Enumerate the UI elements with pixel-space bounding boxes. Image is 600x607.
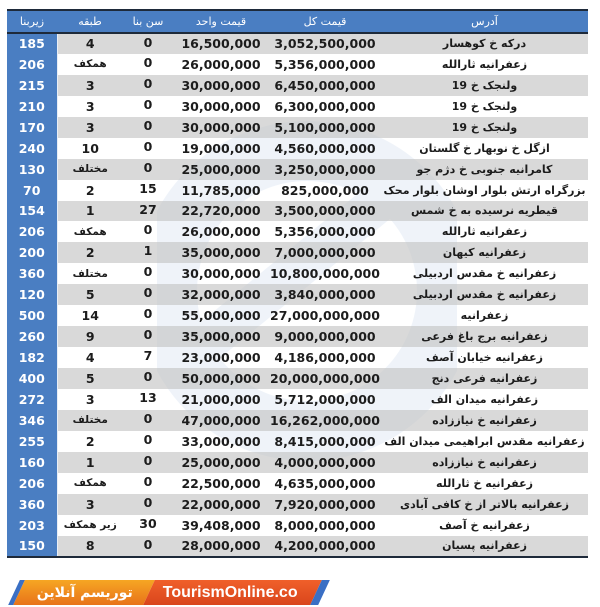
cell-total-price: 3,250,000,000: [269, 159, 381, 180]
cell-age: 13: [123, 389, 173, 410]
cell-area: 500: [7, 305, 57, 326]
cell-floor: 10: [57, 138, 123, 159]
cell-unit-price: 39,408,000: [173, 515, 269, 536]
cell-unit-price: 30,000,000: [173, 263, 269, 284]
cell-age: 0: [123, 284, 173, 305]
cell-area: 206: [7, 54, 57, 75]
table-row: [7, 284, 588, 305]
cell-total-price: 27,000,000,000: [269, 305, 381, 326]
cell-floor: همکف: [57, 54, 123, 75]
cell-age: 0: [123, 159, 173, 180]
cell-address: زعفرانیه خ مقدس اردبیلی: [381, 284, 588, 305]
cell-area: 210: [7, 96, 57, 117]
cell-floor: 3: [57, 117, 123, 138]
cell-unit-price: 22,000,000: [173, 494, 269, 515]
cell-address: ازگل خ نوبهار خ گلستان: [381, 138, 588, 159]
cell-area: 150: [7, 536, 57, 557]
cell-floor: مختلف: [57, 410, 123, 431]
cell-area: 120: [7, 284, 57, 305]
header-floor: طبقه: [78, 15, 102, 28]
cell-area: 203: [7, 515, 57, 536]
table-row: [7, 201, 588, 222]
table-row: [7, 410, 588, 431]
cell-area: 255: [7, 431, 57, 452]
cell-address: ولنجک خ 19: [381, 96, 588, 117]
cell-floor: 5: [57, 368, 123, 389]
cell-address: زعفرانیه خیابان آصف: [381, 347, 588, 368]
cell-age: 7: [123, 347, 173, 368]
table-row: [7, 536, 588, 557]
cell-age: 0: [123, 263, 173, 284]
cell-unit-price: 30,000,000: [173, 117, 269, 138]
cell-floor: 8: [57, 536, 123, 557]
logo-english-text: TourismOnline.co: [163, 583, 298, 601]
cell-area: 206: [7, 221, 57, 242]
cell-total-price: 10,800,000,000: [269, 263, 381, 284]
cell-total-price: 4,635,000,000: [269, 473, 381, 494]
cell-address: قیطریه نرسیده به خ شمس: [381, 201, 588, 222]
cell-unit-price: 30,000,000: [173, 96, 269, 117]
cell-address: ولنجک خ 19: [381, 75, 588, 96]
cell-total-price: 3,840,000,000: [269, 284, 381, 305]
table-row: [7, 494, 588, 515]
cell-total-price: 4,000,000,000: [269, 452, 381, 473]
cell-floor: 9: [57, 326, 123, 347]
cell-floor: 4: [57, 347, 123, 368]
cell-address: درکه خ کوهسار: [381, 33, 588, 54]
cell-unit-price: 33,000,000: [173, 431, 269, 452]
cell-age: 0: [123, 305, 173, 326]
cell-area: 160: [7, 452, 57, 473]
cell-age: 0: [123, 117, 173, 138]
cell-total-price: 5,356,000,000: [269, 221, 381, 242]
cell-unit-price: 26,000,000: [173, 54, 269, 75]
cell-unit-price: 11,785,000: [173, 180, 269, 201]
price-table-container: [7, 9, 588, 558]
cell-total-price: 16,262,000,000: [269, 410, 381, 431]
cell-floor: مختلف: [57, 159, 123, 180]
cell-area: 170: [7, 117, 57, 138]
cell-age: 27: [123, 201, 173, 222]
cell-address: زعفرانیه ثارالله: [381, 221, 588, 242]
table-row: [7, 473, 588, 494]
table-row: [7, 242, 588, 263]
cell-area: 240: [7, 138, 57, 159]
cell-address: زعفرانیه برج باغ فرعی: [381, 326, 588, 347]
cell-area: 200: [7, 242, 57, 263]
cell-area: 360: [7, 263, 57, 284]
cell-unit-price: 50,000,000: [173, 368, 269, 389]
table-row: [7, 389, 588, 410]
cell-unit-price: 32,000,000: [173, 284, 269, 305]
cell-unit-price: 22,500,000: [173, 473, 269, 494]
cell-area: 272: [7, 389, 57, 410]
cell-total-price: 5,100,000,000: [269, 117, 381, 138]
cell-floor: همکف: [57, 221, 123, 242]
cell-address: بزرگراه ارتش بلوار اوشان بلوار محک: [381, 180, 588, 201]
cell-total-price: 9,000,000,000: [269, 326, 381, 347]
table-row: [7, 54, 588, 75]
cell-address: زعفرانیه خ نیاززاده: [381, 410, 588, 431]
cell-address: زعفرانیه خ آصف: [381, 515, 588, 536]
cell-age: 0: [123, 410, 173, 431]
cell-unit-price: 16,500,000: [173, 33, 269, 54]
cell-address: زعفرانیه خ ثارالله: [381, 473, 588, 494]
cell-total-price: 8,415,000,000: [269, 431, 381, 452]
table-row: [7, 347, 588, 368]
cell-total-price: 7,920,000,000: [269, 494, 381, 515]
cell-address: زعفرانیه خ نیاززاده: [381, 452, 588, 473]
cell-total-price: 8,000,000,000: [269, 515, 381, 536]
table-row: [7, 515, 588, 536]
cell-address: زعفرانیه خ مقدس اردبیلی: [381, 263, 588, 284]
table-row: [7, 221, 588, 242]
cell-total-price: 20,000,000,000: [269, 368, 381, 389]
logo-english-part: [143, 580, 329, 605]
cell-age: 15: [123, 180, 173, 201]
cell-floor: 14: [57, 305, 123, 326]
cell-age: 0: [123, 96, 173, 117]
cell-address: زعفرانیه بالاتر از خ کافی آبادی: [381, 494, 588, 515]
cell-unit-price: 25,000,000: [173, 159, 269, 180]
cell-total-price: 3,500,000,000: [269, 201, 381, 222]
cell-floor: 1: [57, 452, 123, 473]
cell-floor: 3: [57, 389, 123, 410]
cell-floor: 2: [57, 431, 123, 452]
table-row: [7, 305, 588, 326]
cell-floor: همکف: [57, 473, 123, 494]
cell-unit-price: 19,000,000: [173, 138, 269, 159]
cell-total-price: 3,052,500,000: [269, 33, 381, 54]
cell-address: ولنجک خ 19: [381, 117, 588, 138]
cell-total-price: 5,712,000,000: [269, 389, 381, 410]
cell-unit-price: 28,000,000: [173, 536, 269, 557]
cell-age: 0: [123, 452, 173, 473]
table-row: [7, 33, 588, 54]
cell-address: زعفرانیه فرعی دنج: [381, 368, 588, 389]
cell-area: 185: [7, 33, 57, 54]
cell-floor: 3: [57, 494, 123, 515]
cell-age: 0: [123, 138, 173, 159]
table-row: [7, 180, 588, 201]
cell-floor: مختلف: [57, 263, 123, 284]
cell-address: زعفرانیه پسیان: [381, 536, 588, 557]
cell-address: زعفرانیه مقدس ابراهیمی میدان الف: [381, 431, 588, 452]
cell-total-price: 7,000,000,000: [269, 242, 381, 263]
cell-address: زعفرانیه کیهان: [381, 242, 588, 263]
logo-persian-part: [8, 580, 155, 605]
table-row: [7, 326, 588, 347]
cell-address: کامرانیه جنوبی خ دژم جو: [381, 159, 588, 180]
header-total-price: قیمت کل: [303, 15, 347, 28]
cell-total-price: 5,356,000,000: [269, 54, 381, 75]
cell-unit-price: 30,000,000: [173, 75, 269, 96]
cell-age: 0: [123, 54, 173, 75]
cell-age: 0: [123, 431, 173, 452]
cell-age: 1: [123, 242, 173, 263]
cell-floor: 1: [57, 201, 123, 222]
cell-age: 0: [123, 536, 173, 557]
cell-address: زعفرانیه میدان الف: [381, 389, 588, 410]
cell-floor: 2: [57, 180, 123, 201]
cell-total-price: 4,186,000,000: [269, 347, 381, 368]
table-row: [7, 75, 588, 96]
table-row: [7, 368, 588, 389]
cell-age: 0: [123, 368, 173, 389]
cell-age: 0: [123, 75, 173, 96]
cell-area: 215: [7, 75, 57, 96]
cell-floor: 3: [57, 96, 123, 117]
cell-area: 360: [7, 494, 57, 515]
table-row: [7, 431, 588, 452]
cell-area: 182: [7, 347, 57, 368]
cell-area: 260: [7, 326, 57, 347]
cell-address: زعفرانیه ثارالله: [381, 54, 588, 75]
cell-floor: 4: [57, 33, 123, 54]
cell-unit-price: 22,720,000: [173, 201, 269, 222]
table-row: [7, 263, 588, 284]
cell-total-price: 6,450,000,000: [269, 75, 381, 96]
header-unit-price: قیمت واحد: [195, 15, 247, 28]
header-area: زیربنا: [19, 15, 45, 28]
cell-unit-price: 35,000,000: [173, 326, 269, 347]
cell-area: 70: [7, 180, 57, 201]
table-row: [7, 117, 588, 138]
table-header-row: [7, 11, 588, 33]
cell-total-price: 4,560,000,000: [269, 138, 381, 159]
cell-floor: 3: [57, 75, 123, 96]
table-row: [7, 159, 588, 180]
header-age: سن بنا: [132, 15, 164, 28]
table-row: [7, 452, 588, 473]
cell-total-price: 6,300,000,000: [269, 96, 381, 117]
cell-unit-price: 25,000,000: [173, 452, 269, 473]
cell-age: 0: [123, 326, 173, 347]
cell-floor: 5: [57, 284, 123, 305]
cell-unit-price: 35,000,000: [173, 242, 269, 263]
cell-unit-price: 23,000,000: [173, 347, 269, 368]
table-row: [7, 138, 588, 159]
logo-persian-text: توریسم آنلاین: [37, 584, 133, 601]
cell-unit-price: 55,000,000: [173, 305, 269, 326]
cell-unit-price: 47,000,000: [173, 410, 269, 431]
cell-age: 0: [123, 33, 173, 54]
tourismonline-logo: [14, 580, 324, 605]
cell-unit-price: 21,000,000: [173, 389, 269, 410]
cell-age: 30: [123, 515, 173, 536]
cell-area: 154: [7, 201, 57, 222]
cell-floor: 2: [57, 242, 123, 263]
cell-age: 0: [123, 494, 173, 515]
cell-age: 0: [123, 221, 173, 242]
cell-address: زعفرانیه: [381, 305, 588, 326]
cell-area: 206: [7, 473, 57, 494]
cell-area: 400: [7, 368, 57, 389]
cell-area: 346: [7, 410, 57, 431]
price-table: [7, 11, 588, 556]
cell-area: 130: [7, 159, 57, 180]
cell-total-price: 4,200,000,000: [269, 536, 381, 557]
cell-floor: زیر همکف: [57, 515, 123, 536]
cell-total-price: 825,000,000: [269, 180, 381, 201]
table-body: [7, 33, 588, 556]
header-address: آدرس: [471, 15, 498, 28]
cell-age: 0: [123, 473, 173, 494]
cell-unit-price: 26,000,000: [173, 221, 269, 242]
table-row: [7, 96, 588, 117]
